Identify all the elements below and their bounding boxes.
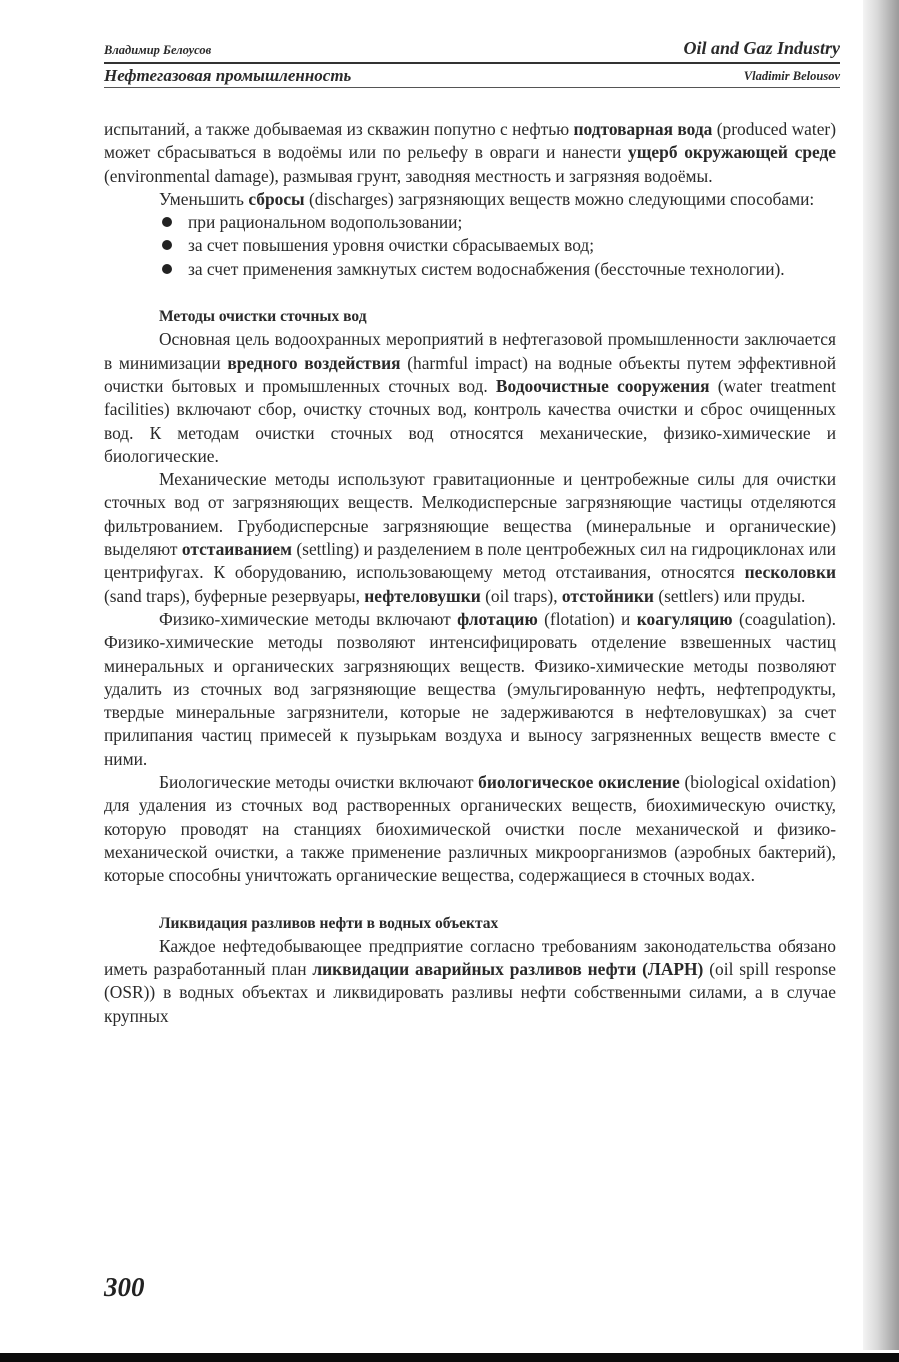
text-run: (produced water) может сбрасываться в водоёмы или по рельефу в овраги и нанести xyxy=(104,119,837,163)
term-environmental-damage: ущерб окружающей среде xyxy=(628,142,836,163)
term-biological-oxidation: биологическое окисление xyxy=(478,772,680,793)
list-item-text: за счет применения замкнутых систем водоснабжения (бессточные технологии). xyxy=(188,258,785,279)
term-harmful-impact: вредного воздействия xyxy=(227,352,401,373)
text-run: Уменьшить xyxy=(159,188,249,209)
text-run: (discharges) загрязняющих веществ можно следующими способами: xyxy=(304,188,815,209)
list-item-text: за счет повышения уровня очистки сбрасываемых вод; xyxy=(188,235,595,256)
text-run: (oil traps), xyxy=(480,585,562,606)
header-author-ru: Владимир Белоусов xyxy=(104,43,212,57)
text-run: (oil spill response (OSR)) в водных объектах и ликвидировать разливы нефти собственными силами, а в случае крупных xyxy=(104,959,836,1026)
term-settlers: отстойники xyxy=(561,585,654,606)
paragraph-mechanical-methods xyxy=(104,468,836,608)
page-edge-shadow xyxy=(863,0,899,1350)
page-number: 300 xyxy=(104,1272,145,1302)
paragraph-physico-chemical-methods xyxy=(104,608,836,771)
text-run: Биологические методы очистки включают xyxy=(159,772,479,793)
spacer xyxy=(104,281,836,305)
bullet-list xyxy=(104,211,836,281)
term-oil-traps: нефтеловушки xyxy=(364,585,481,606)
text-run: (water treatment facilities) включают сбор, очистку сточных вод, контроль качества очистки и сброс очищенных вод. К методам очистки сточных вод относятся механические, физико-химические и биологические. xyxy=(104,375,836,466)
term-discharges: сбросы xyxy=(248,188,305,209)
paragraph-produced-water xyxy=(104,118,836,188)
header-underline xyxy=(104,87,840,88)
text-run: Основная цель водоохранных мероприятий в нефтегазовой промышленности заключается в минимизации xyxy=(104,329,836,373)
list-item-text: при рациональном водопользовании; xyxy=(188,212,463,233)
paragraph-oil-spill-response xyxy=(104,935,836,1028)
bullet-icon xyxy=(162,264,172,274)
text-run: (biological oxidation) для удаления из сточных вод растворенных органических веществ, биохимическую очистку, которую проводят на станциях биохимической очистки после механической и физико-механической очистки, а также применение различных микроорганизмов (аэробных бактерий), которые способны уничтожать органические вещества, содержащиеся в сточных водах. xyxy=(104,772,837,886)
header-title-en: Oil and Gaz Industry xyxy=(683,38,840,58)
text-run: (coagulation). Физико-химические методы позволяют интенсифицировать отделение взвешенных частиц минеральных и органических загрязняющих веществ. Физико-химические методы позволяют удалить из сточных вод загрязняющие вещества (эмульгированную нефть, нефтепродукты, твердые минеральные загрязнители, которые не задерживаются в нефтеловушках) за счет прилипания частиц примесей к пузырькам воздуха и выносу загрязненных веществ вместе с ними. xyxy=(104,608,837,769)
section-heading-oil-spill: Ликвидация разливов нефти в водных объектах xyxy=(159,914,499,932)
term-coagulation: коагуляцию xyxy=(636,608,733,629)
term-oil-spill-response: ликвидации аварийных разливов нефти (ЛАРН) xyxy=(312,959,704,980)
term-sand-traps: песколовки xyxy=(744,562,836,583)
spacer xyxy=(104,888,836,912)
text-run: (flotation) и xyxy=(537,608,637,629)
list-item xyxy=(156,211,836,234)
list-item xyxy=(156,234,836,257)
term-flotation: флотацию xyxy=(457,608,538,629)
paragraph-discharges xyxy=(104,188,836,211)
bullet-icon xyxy=(162,217,172,227)
text-run: (harmful impact) на водные объекты путем эффективной очистки бытовых и промышленных сточных вод. xyxy=(104,352,836,396)
header-author-en: Vladimir Belousov xyxy=(743,69,840,83)
header-title-ru: Нефтегазовая промышленность xyxy=(104,66,352,85)
term-settling: отстаиванием xyxy=(181,539,292,560)
text-run: (settlers) или пруды. xyxy=(653,585,806,606)
term-produced-water: подтоварная вода xyxy=(573,119,713,139)
bullet-icon xyxy=(162,240,172,250)
paragraph-biological-methods xyxy=(104,771,836,887)
text-run: Механические методы используют гравитационные и центробежные силы для очистки сточных вод от загрязняющих веществ. Мелкодисперсные загрязняющие частицы отделяются фильтрованием. Грубодисперсные загрязняющие вещества (минеральные и органические) выделяют xyxy=(104,469,836,560)
running-header xyxy=(104,38,840,88)
text-run: (settling) и разделением в поле центробежных сил на гидроциклонах или центрифугах. К оборудованию, использовающему метод отстаивания, относятся xyxy=(104,539,836,583)
section-heading-water-treatment: Методы очистки сточных вод xyxy=(159,308,367,326)
header-rule xyxy=(104,62,840,64)
scan-bottom-edge xyxy=(0,1353,899,1362)
text-run: испытаний, а также добываемая из скважин попутно с нефтью xyxy=(104,119,574,139)
text-run: Каждое нефтедобывающее предприятие согласно требованиям законодательства обязано иметь разработанный план xyxy=(104,935,836,980)
text-run: Физико-химические методы включают xyxy=(159,608,458,629)
text-run: (environmental damage), размывая грунт, заводняя местность и загрязняя водоёмы. xyxy=(104,165,713,186)
page-body xyxy=(104,118,836,1028)
text-run: (sand traps), буферные резервуары, xyxy=(104,585,365,606)
term-water-treatment-facilities: Водоочистные сооружения xyxy=(495,375,710,396)
list-item xyxy=(156,258,836,281)
paragraph-treatment-goal xyxy=(104,328,836,468)
